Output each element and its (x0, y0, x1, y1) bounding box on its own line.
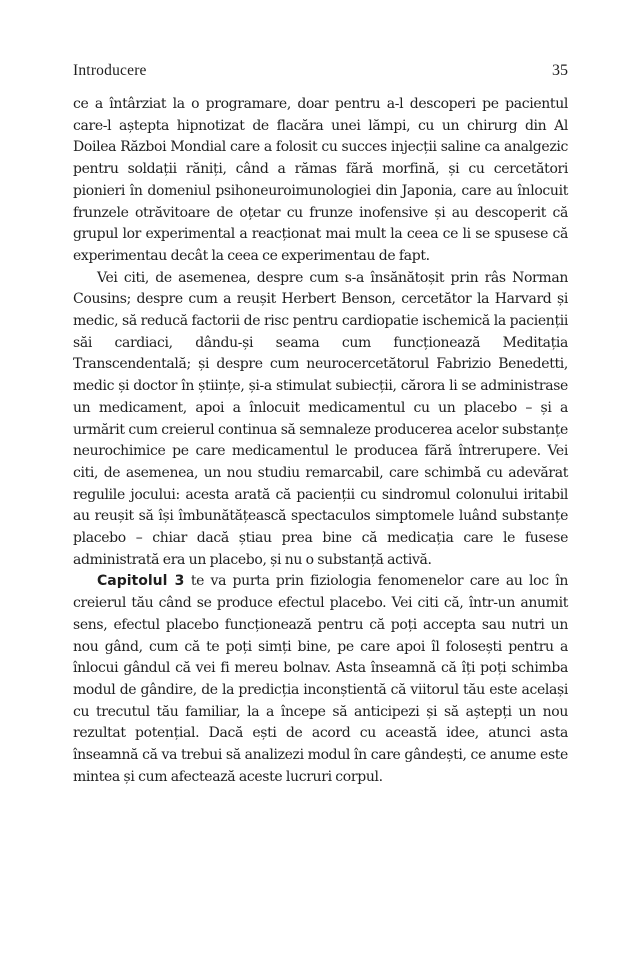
chapter-3-text: te va purta prin fiziologia fenomenelor care au loc în creierul tău când se produce efectul placebo. Vei citi că, într-un anumit sens, efectul placebo funcționează pentru că poți accepta sau nutri un nou gând, cum că te poți simți bine, pe care apoi îl folosești pentru a înlocui gândul că vei fi mereu bolnav. Asta înseamnă că îți poți schimba modul de gândire, de la predicția inconștientă că viitorul tău este același cu trecutul tău familiar, la a începe să anticipezi și să aștepți un nou rezultat potențial. Dacă ești de acord cu această idee, atunci asta înseamnă că va trebui să analizezi modul în care gândești, ce anume este mintea și cum afectează aceste lucruri corpul. (73, 573, 568, 785)
chapter-3-reference: Capitolul 3 (97, 573, 185, 590)
body-text (73, 94, 568, 789)
running-title: Introducere (73, 62, 147, 79)
paragraph-further-reading: Vei citi, de asemenea, despre cum s-a însănătoșit prin râs Norman Cousins; despre cum a reușit Herbert Benson, cercetător la Harvard și medic, să reducă factorii de risc pentru cardiopatie ischemică la pacienții săi cardiaci, dându-și seama cum funcționează Meditația Transcendentală; și despre cum neurocercetătorul Fabrizio Benedetti, medic și doctor în științe, și-a stimulat subiecții, cărora li se administrase un medicament, apoi a înlocuit medicamentul cu un placebo – și a urmărit cum creierul continua să semnaleze producerea acelor substanțe neurochimice pe care medicamentul le producea fără întrerupere. Vei citi, de asemenea, un nou studiu remarcabil, care schimbă cu adevărat regulile jocului: acesta arată că pacienții cu sindromul colonului iritabil au reușit să își îmbunătățească spectaculos simptomele luând substanțe placebo – chiar dacă știau prea bine că medicația care le fusese administrată era un placebo, și nu o substanță activă. (73, 269, 568, 568)
page-header (73, 62, 568, 82)
page-number: 35 (552, 62, 568, 79)
paragraph-chapter-3 (73, 571, 568, 788)
paragraph-continuation: ce a întârziat la o programare, doar pentru a-l descoperi pe pacientul care-l aștepta hipnotizat de flacăra unei lămpi, cu un chirurg din Al Doilea Război Mondial care a folosit cu succes injecții saline ca analgezic pentru soldații răniți, când a rămas fără morfină, și cu cercetători pionieri în domeniul psihoneuroimunologiei din Japonia, care au înlocuit frunzele otrăvitoare de oțetar cu frunze inofensive și au descoperit că grupul lor experimental a reacționat mai mult la ceea ce li se spusese că experimentau decât la ceea ce experimentau de fapt. (73, 96, 568, 264)
